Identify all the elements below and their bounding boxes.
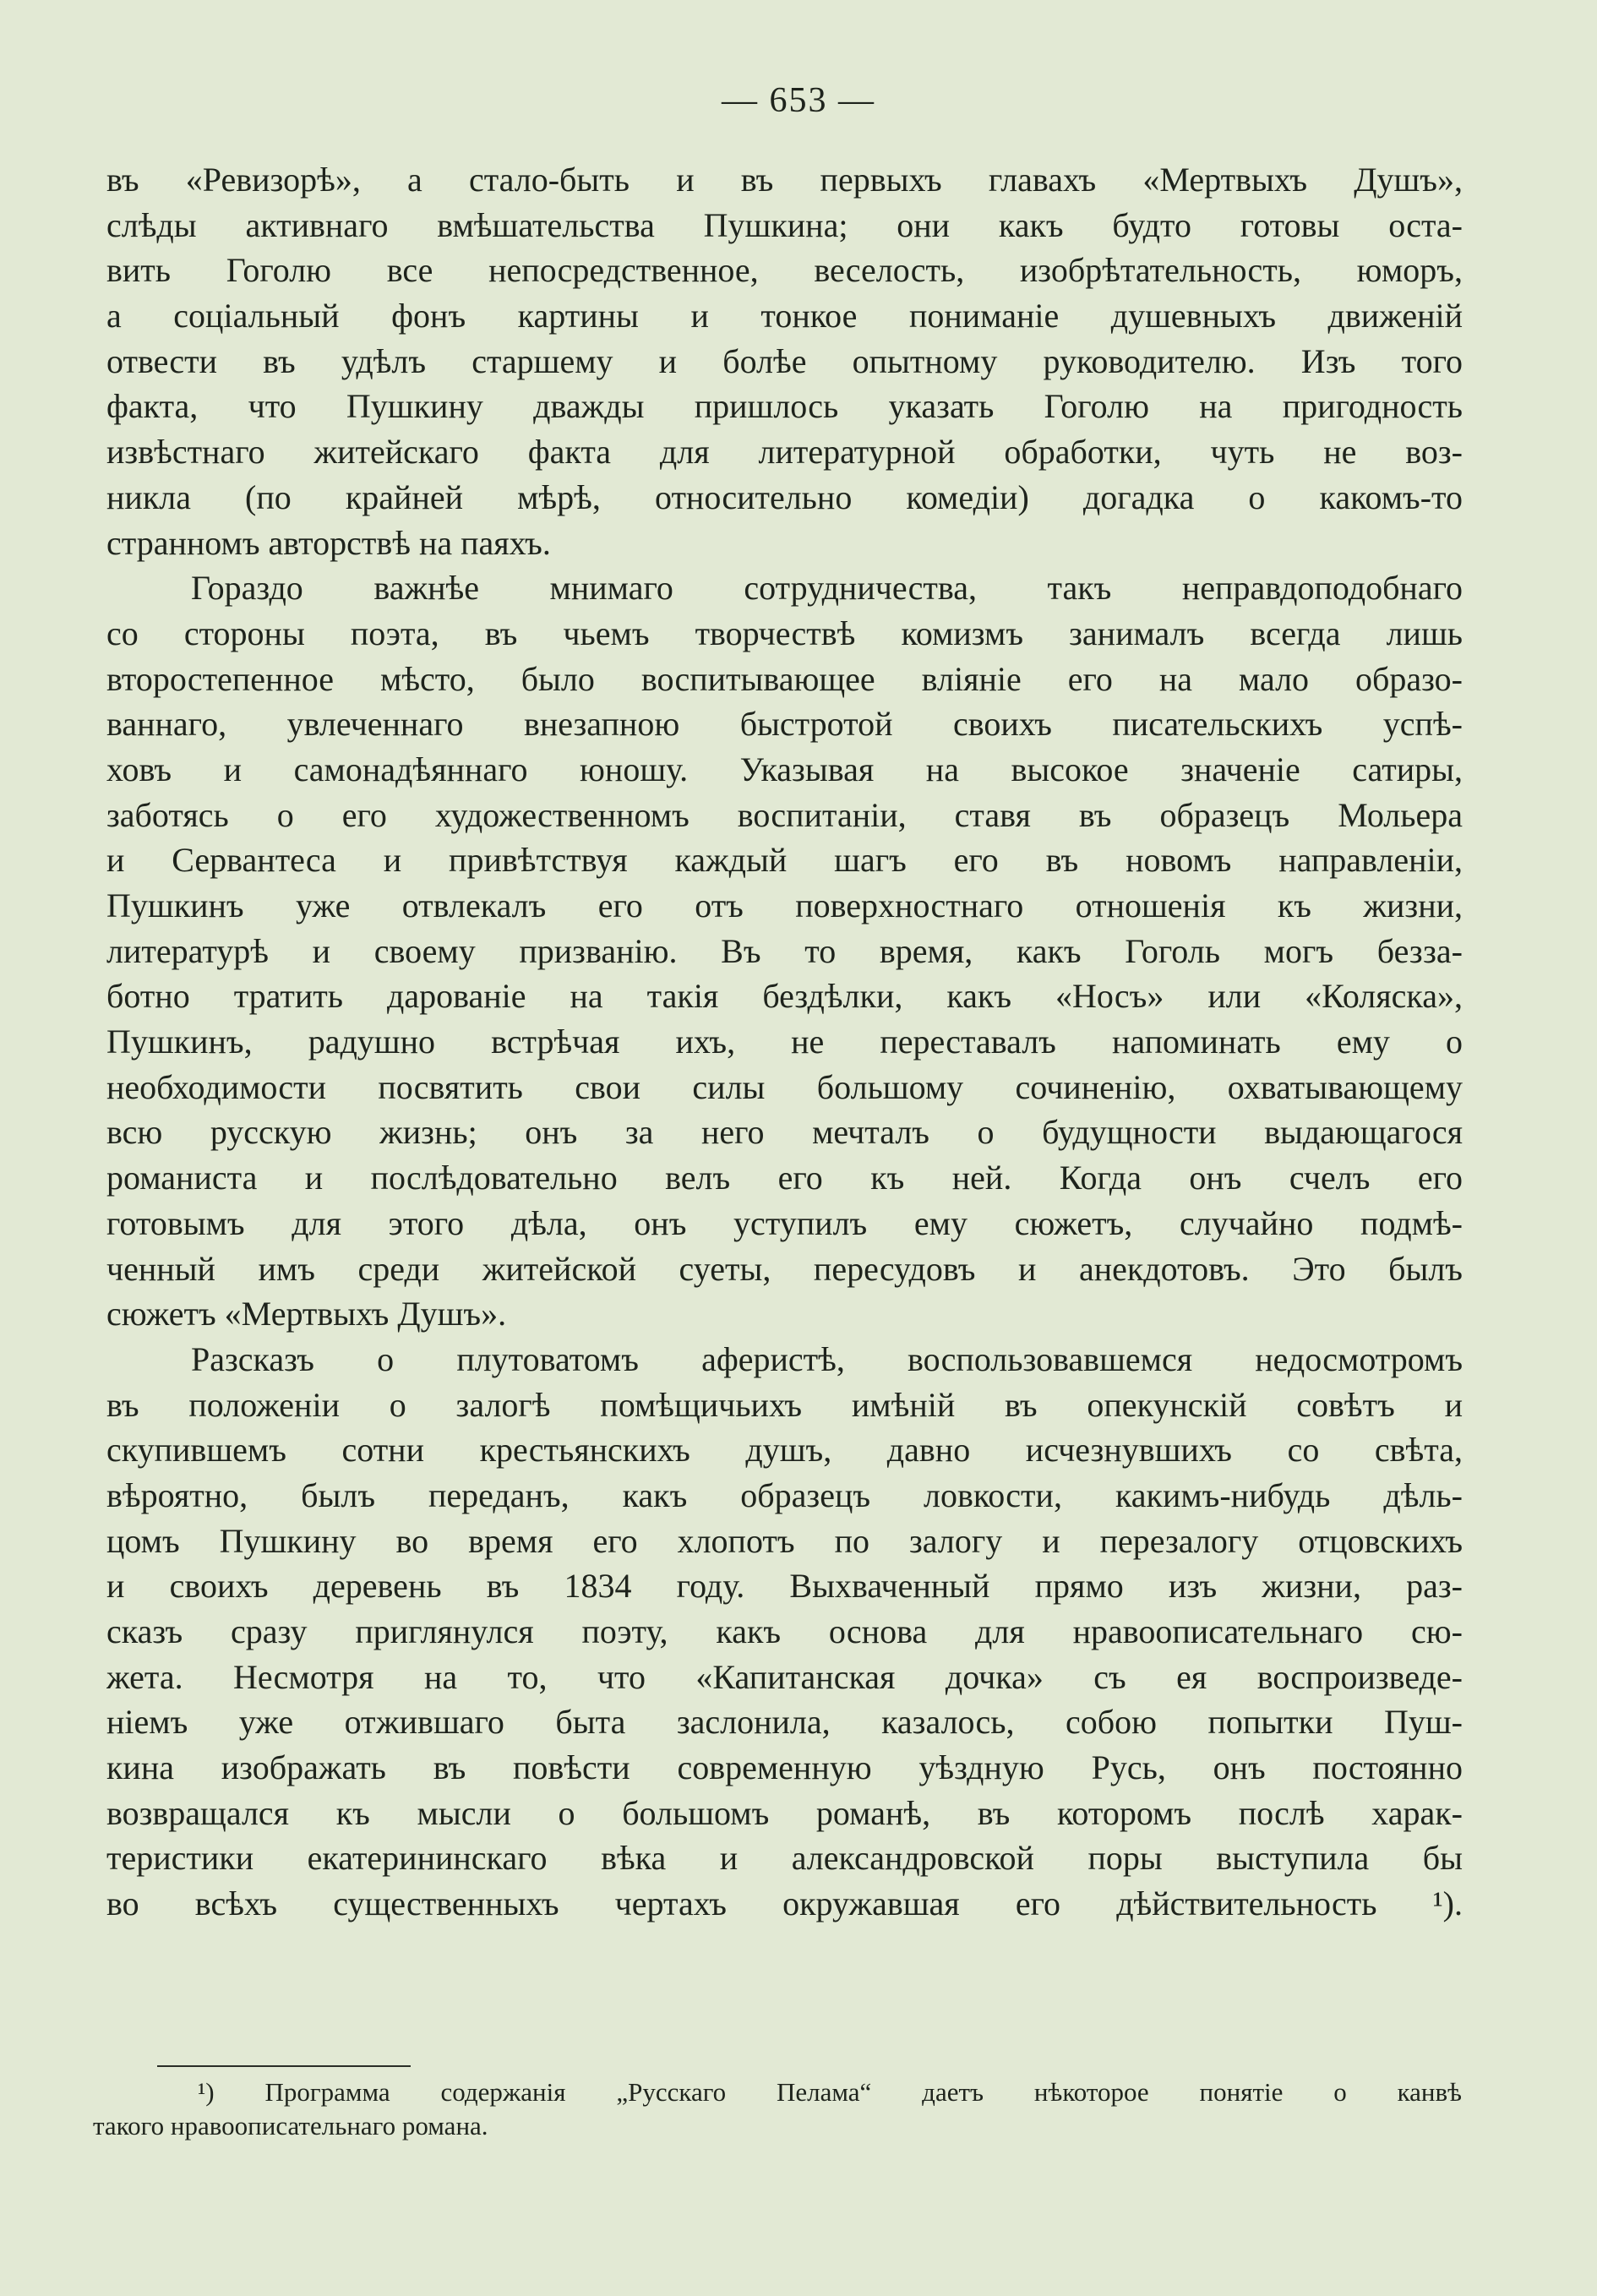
text-line: возвращался къ мысли о большомъ романѣ, въ которомъ послѣ харак- — [106, 1793, 1463, 1832]
paragraph-3 — [106, 1337, 1463, 1927]
text-line: всю русскую жизнь; онъ за него мечталъ о будущности выдающагося — [106, 1113, 1463, 1152]
text-line: слѣды активнаго вмѣшательства Пушкина; они какъ будто готовы оста- — [106, 205, 1463, 244]
text-line: ваннаго, увлеченнаго внезапною быстротой своихъ писательскихъ успѣ- — [106, 705, 1463, 744]
text-line: теристики екатерининскаго вѣка и александровской поры выступила бы — [106, 1839, 1463, 1878]
text-line: готовымъ для этого дѣла, онъ уступилъ ему сюжетъ, случайно подмѣ- — [106, 1203, 1463, 1242]
text-line: и Сервантеса и привѣтствуя каждый шагъ его въ новомъ направленіи, — [106, 841, 1463, 880]
text-line: странномъ авторствѣ на паяхъ. — [106, 523, 551, 562]
text-line: Пушкинъ уже отвлекалъ его отъ поверхностнаго отношенія къ жизни, — [106, 886, 1463, 924]
footnote-line: ¹) Программа содержанія „Русскаго Пелама“ даетъ нѣкоторое понятіе о канвѣ — [198, 2077, 1462, 2107]
text-line: а соціальный фонъ картины и тонкое пониманіе душевныхъ движеній — [106, 297, 1463, 335]
page-number: — 653 — — [722, 81, 875, 120]
text-line: вить Гоголю все непосредственное, веселость, изобрѣтательность, юморъ, — [106, 251, 1463, 290]
text-line: вѣроятно, былъ переданъ, какъ образецъ ловкости, какимъ-нибудь дѣль- — [106, 1475, 1463, 1514]
footnote — [93, 2075, 1462, 2143]
text-line: факта, что Пушкину дважды пришлось указать Гоголю на пригодность — [106, 387, 1463, 426]
text-line: литературѣ и своему призванію. Въ то время, какъ Гоголь могъ безза- — [106, 931, 1463, 970]
text-line: извѣстнаго житейскаго факта для литературной обработки, чуть не воз- — [106, 433, 1463, 472]
text-line: ховъ и самонадѣяннаго юношу. Указывая на высокое значеніе сатиры, — [106, 750, 1463, 788]
text-line: въ «Ревизорѣ», а стало-быть и въ первыхъ главахъ «Мертвыхъ Душъ», — [106, 161, 1463, 199]
paragraph-1 — [106, 157, 1463, 565]
text-line: Разсказъ о плутоватомъ аферистѣ, воспользовавшемся недосмотромъ — [191, 1339, 1463, 1378]
text-line: необходимости посвятить свои силы большому сочиненію, охватывающему — [106, 1067, 1463, 1106]
text-line: заботясь о его художественномъ воспитаніи, ставя въ образецъ Мольера — [106, 795, 1463, 834]
text-line: Пушкинъ, радушно встрѣчая ихъ, не переставалъ напоминать ему о — [106, 1023, 1463, 1061]
text-line: никла (по крайней мѣрѣ, относительно комедіи) догадка о какомъ-то — [106, 477, 1463, 516]
text-line: кина изображать въ повѣсти современную уѣздную Русь, онъ постоянно — [106, 1748, 1463, 1787]
footnote-line: такого нравоописательнаго романа. — [93, 2111, 488, 2141]
text-line: ченный имъ среди житейской суеты, пересудовъ и анекдотовъ. Это былъ — [106, 1249, 1463, 1288]
text-line: въ положеніи о залогѣ помѣщичьихъ имѣній въ опекунскій совѣтъ и — [106, 1385, 1463, 1424]
text-line: со стороны поэта, въ чьемъ творчествѣ комизмъ занималъ всегда лишь — [106, 614, 1463, 652]
text-line: жета. Несмотря на то, что «Капитанская дочка» съ ея воспроизведе- — [106, 1657, 1463, 1696]
text-line: ніемъ уже отжившаго быта заслонила, казалось, собою попытки Пуш- — [106, 1703, 1463, 1742]
text-line: сказъ сразу приглянулся поэту, какъ основа для нравоописательнаго сю- — [106, 1612, 1463, 1650]
body-text — [106, 157, 1463, 1927]
paragraph-2 — [106, 565, 1463, 1337]
text-line: романиста и послѣдовательно велъ его къ ней. Когда онъ счелъ его — [106, 1159, 1463, 1197]
text-line: скупившемъ сотни крестьянскихъ душъ, давно исчезнувшихъ со свѣта, — [106, 1431, 1463, 1470]
text-line: отвести въ удѣлъ старшему и болѣе опытному руководителю. Изъ того — [106, 341, 1463, 380]
text-line: и своихъ деревень въ 1834 году. Выхваченный прямо изъ жизни, раз- — [106, 1567, 1463, 1606]
footnote-divider — [157, 2065, 411, 2067]
text-line: во всѣхъ существенныхъ чертахъ окружавшая его дѣйствительность ¹). — [106, 1884, 1463, 1923]
text-line: второстепенное мѣсто, было воспитывающее вліяніе его на мало образо- — [106, 659, 1463, 698]
text-line: Гораздо важнѣе мнимаго сотрудничества, такъ неправдоподобнаго — [191, 569, 1463, 608]
text-line: цомъ Пушкину во время его хлопотъ по залогу и перезалогу отцовскихъ — [106, 1521, 1463, 1560]
text-line: сюжетъ «Мертвыхъ Душъ». — [106, 1295, 507, 1333]
text-line: ботно тратить дарованіе на такія бездѣлки, какъ «Носъ» или «Коляска», — [106, 977, 1463, 1016]
